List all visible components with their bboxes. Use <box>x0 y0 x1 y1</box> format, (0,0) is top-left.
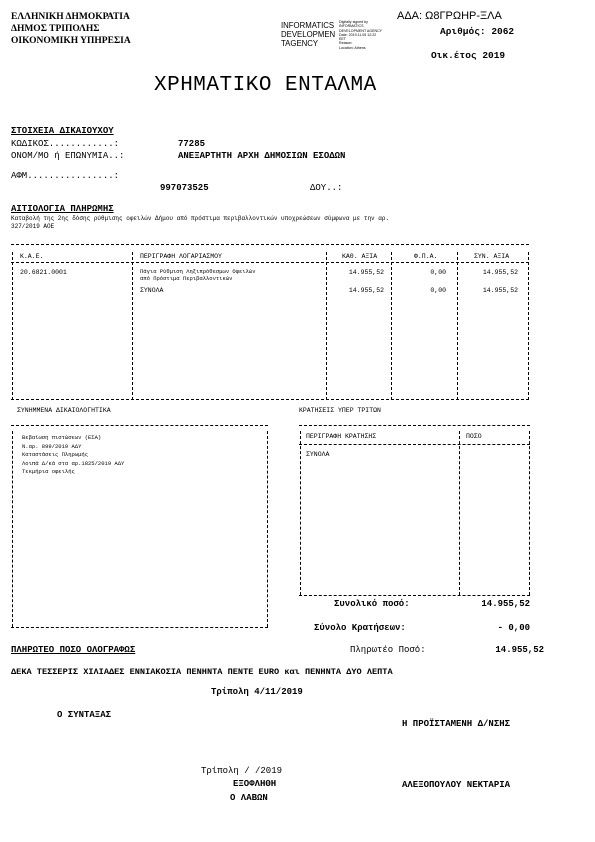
row-vat: 0,00 <box>430 269 446 276</box>
header-kae: Κ.Α.Ε. <box>20 253 44 260</box>
attachments-top-border <box>11 425 268 426</box>
afm-label: ΑΦΜ................: <box>11 171 120 181</box>
row-description <box>140 268 256 282</box>
row-desc-line-1: Πάγια Ρύθμιση Ληξιπρόθεσμων Οφειλών <box>140 268 256 275</box>
table-header-border <box>11 262 529 263</box>
totals-vat: 0,00 <box>430 287 446 294</box>
stamp-detail-6: Reason: <box>339 41 353 46</box>
payable-amount-label: Πληρωτέο Ποσό: <box>350 645 426 655</box>
table-col-divider-2 <box>326 252 327 400</box>
code-label: ΚΩΔΙΚΟΣ............: <box>11 139 120 149</box>
paid-label: ΕΞΟΦΛΗΘΗ <box>233 779 277 789</box>
attachments-left-border <box>12 431 13 627</box>
attachments-bottom-border <box>11 627 268 628</box>
document-number-value: 2062 <box>491 26 515 37</box>
doy-label: ΔΟΥ..: <box>310 183 343 193</box>
attachment-item-4: Λοιπά Δ/κά στα αρ.1825/2019 ΑΔΥ <box>22 459 125 467</box>
totals-total-value: 14.955,52 <box>482 287 518 294</box>
name-label: ΟΝΟΜ/ΜΟ ή ΕΠΩΝΥΜΙΑ..: <box>11 151 125 161</box>
total-amount-value: 14.955,52 <box>481 599 530 609</box>
fiscal-year-value: 2019 <box>482 50 506 61</box>
document-number-label: Αριθμός: <box>440 26 486 37</box>
composer-label: Ο ΣΥΝΤΑΞΑΣ <box>57 710 112 720</box>
issuer-line-3: ΟΙΚΟΝΟΜΙΚΗ ΥΠΗΡΕΣΙΑ <box>11 36 131 46</box>
table-bottom-border <box>11 399 529 400</box>
deductions-header-border <box>299 444 530 445</box>
justification-line-2: 327/2019 ΑΟΕ <box>11 223 55 230</box>
total-deductions-value: - 0,00 <box>497 623 530 633</box>
payment-date-blank: Τρίπολη / /2019 <box>201 766 283 776</box>
ada-code: ΑΔΑ: Ω8ΓΡΩΗΡ-ΞΛΑ <box>397 10 502 22</box>
stamp-line-1: INFORMATICS <box>281 21 335 30</box>
total-amount-label: Συνολικό ποσό: <box>334 599 410 609</box>
code-value: 77285 <box>178 139 206 149</box>
stamp-detail-5: EET <box>339 37 346 42</box>
stamp-detail-4: Date: 2019.11.05 12:22 <box>339 32 377 37</box>
deductions-col-divider <box>459 431 460 595</box>
name-value: ΑΝΕΞΑΡΤΗΤΗ ΑΡΧΗ ΔΗΜΟΣΙΩΝ ΕΣΟΔΩΝ <box>178 151 346 161</box>
table-col-divider-3 <box>391 252 392 400</box>
issuer-line-1: ΕΛΛΗΝΙΚΗ ΔΗΜΟΚΡΑΤΙΑ <box>11 12 130 22</box>
deductions-header-desc: ΠΕΡΙΓΡΑΦΗ ΚΡΑΤΗΣΗΣ <box>306 433 377 440</box>
head-of-department-label: Η ΠΡΟΪΣΤΑΜΕΝΗ Δ/ΝΣΗΣ <box>402 719 511 729</box>
place-date: Τρίπολη 4/11/2019 <box>211 687 303 697</box>
row-desc-line-2: από Πρόστιμα Περιβαλλοντικών <box>140 275 233 282</box>
afm-value: 997073525 <box>160 183 209 193</box>
justification-text <box>11 215 389 231</box>
amount-in-words: ΔΕΚΑ ΤΕΣΣΕΡΙΣ ΧΙΛΙΑΔΕΣ ΕΝΝΙΑΚΟΣΙΑ ΠΕΝΗΝΤΑ ΠΕΝΤΕ EURO και ΠΕΝΗΝΤΑ ΔΥΟ ΛΕΠΤΑ <box>11 667 393 677</box>
table-col-divider-1 <box>132 252 133 400</box>
deductions-header-amount: ΠΟΣΟ <box>466 433 482 440</box>
totals-label: ΣΥΝΟΛΑ <box>140 287 164 294</box>
attachments-list <box>22 434 124 477</box>
stamp-detail-2: INFORMATICS <box>339 24 364 29</box>
issuer-block <box>11 11 131 47</box>
head-of-department-name: ΑΛΕΞΟΠΟΥΛΟΥ ΝΕΚΤΑΡΙΑ <box>402 780 511 790</box>
deductions-top-border <box>299 425 530 426</box>
header-net-value: ΚΑΘ. ΑΞΙΑ <box>342 253 378 260</box>
payable-amount-value: 14.955,52 <box>495 645 544 655</box>
row-total-value: 14.955,52 <box>482 269 518 276</box>
stamp-detail-1: Digitally signed by <box>339 20 368 24</box>
attachments-right-border <box>267 431 268 627</box>
header-account-desc: ΠΕΡΙΓΡΑΦΗ ΛΟΓΑΡΙΑΣΜΟΥ <box>140 253 222 260</box>
deductions-bottom-border <box>299 595 530 596</box>
table-left-border <box>12 252 13 400</box>
header-total-value: ΣΥΝ. ΑΞΙΑ <box>474 253 510 260</box>
attachment-item-2: Ν.αρ. 899/2019 ΑΔΥ <box>22 442 82 450</box>
attachment-item-5: Τεκμήρια οφειλής <box>22 468 75 475</box>
justification-section-title: ΑΙΤΙΟΛΟΓΙΑ ΠΛΗΡΩΜΗΣ <box>11 204 114 214</box>
table-top-border <box>11 244 529 245</box>
receiver-label: Ο ΛΑΒΩΝ <box>230 793 268 803</box>
total-deductions-label: Σύνολο Κρατήσεων: <box>314 623 406 633</box>
stamp-line-3: TAGENCY <box>281 39 319 48</box>
fiscal-year-label: Οικ.έτος <box>431 50 477 61</box>
table-col-divider-4 <box>457 252 458 400</box>
digital-signature-stamp <box>281 21 335 48</box>
attachment-item-3: Καταστάσεις Πληρωμής <box>22 451 89 458</box>
table-right-border <box>528 252 529 400</box>
deductions-left-border <box>300 431 301 595</box>
issuer-line-2: ΔΗΜΟΣ ΤΡΙΠΟΛΗΣ <box>11 24 100 34</box>
justification-line-1: Καταβολή της 2ης δόσης ρύθμισης οφειλών Δήμου από πρόστιμα περιβαλλοντικών υποχρεώσεων σύμφωνα με την αρ. <box>11 215 390 222</box>
totals-net-value: 14.955,52 <box>348 287 384 294</box>
stamp-line-2: DEVELOPMEN <box>281 30 336 39</box>
deductions-total-label: ΣΥΝΟΛΑ <box>306 451 330 458</box>
document-title: ΧΡΗΜΑΤΙΚΟ ΕΝΤΑΛΜΑ <box>154 74 377 97</box>
attachments-section-title: ΣΥΝΗΜΜΕΝΑ ΔΙΚΑΙΟΛΟΓΗΤΙΚΑ <box>17 407 111 414</box>
beneficiary-section-title: ΣΤΟΙΧΕΙΑ ΔΙΚΑΙΟΥΧΟΥ <box>11 126 114 136</box>
deductions-section-title: ΚΡΑΤΗΣΕΙΣ ΥΠΕΡ ΤΡΙΤΩΝ <box>299 407 381 414</box>
words-section-title: ΠΛΗΡΩΤΕΟ ΠΟΣΟ ΟΛΟΓΡΑΦΩΣ <box>11 645 136 655</box>
deductions-right-border <box>529 431 530 595</box>
digital-signature-details <box>339 20 382 50</box>
row-kae: 20.6821.0001 <box>20 269 67 276</box>
stamp-detail-7: Location: Athens <box>339 45 366 50</box>
attachment-item-1: Βεβαίωση πιστώσεων (ΕΣΑ) <box>22 434 102 441</box>
document-number <box>440 26 514 37</box>
fiscal-year <box>431 50 505 61</box>
row-net-value: 14.955,52 <box>348 269 384 276</box>
header-vat: Φ.Π.Α. <box>414 253 438 260</box>
stamp-detail-3: DEVELOPMENT AGENCY <box>339 28 383 33</box>
